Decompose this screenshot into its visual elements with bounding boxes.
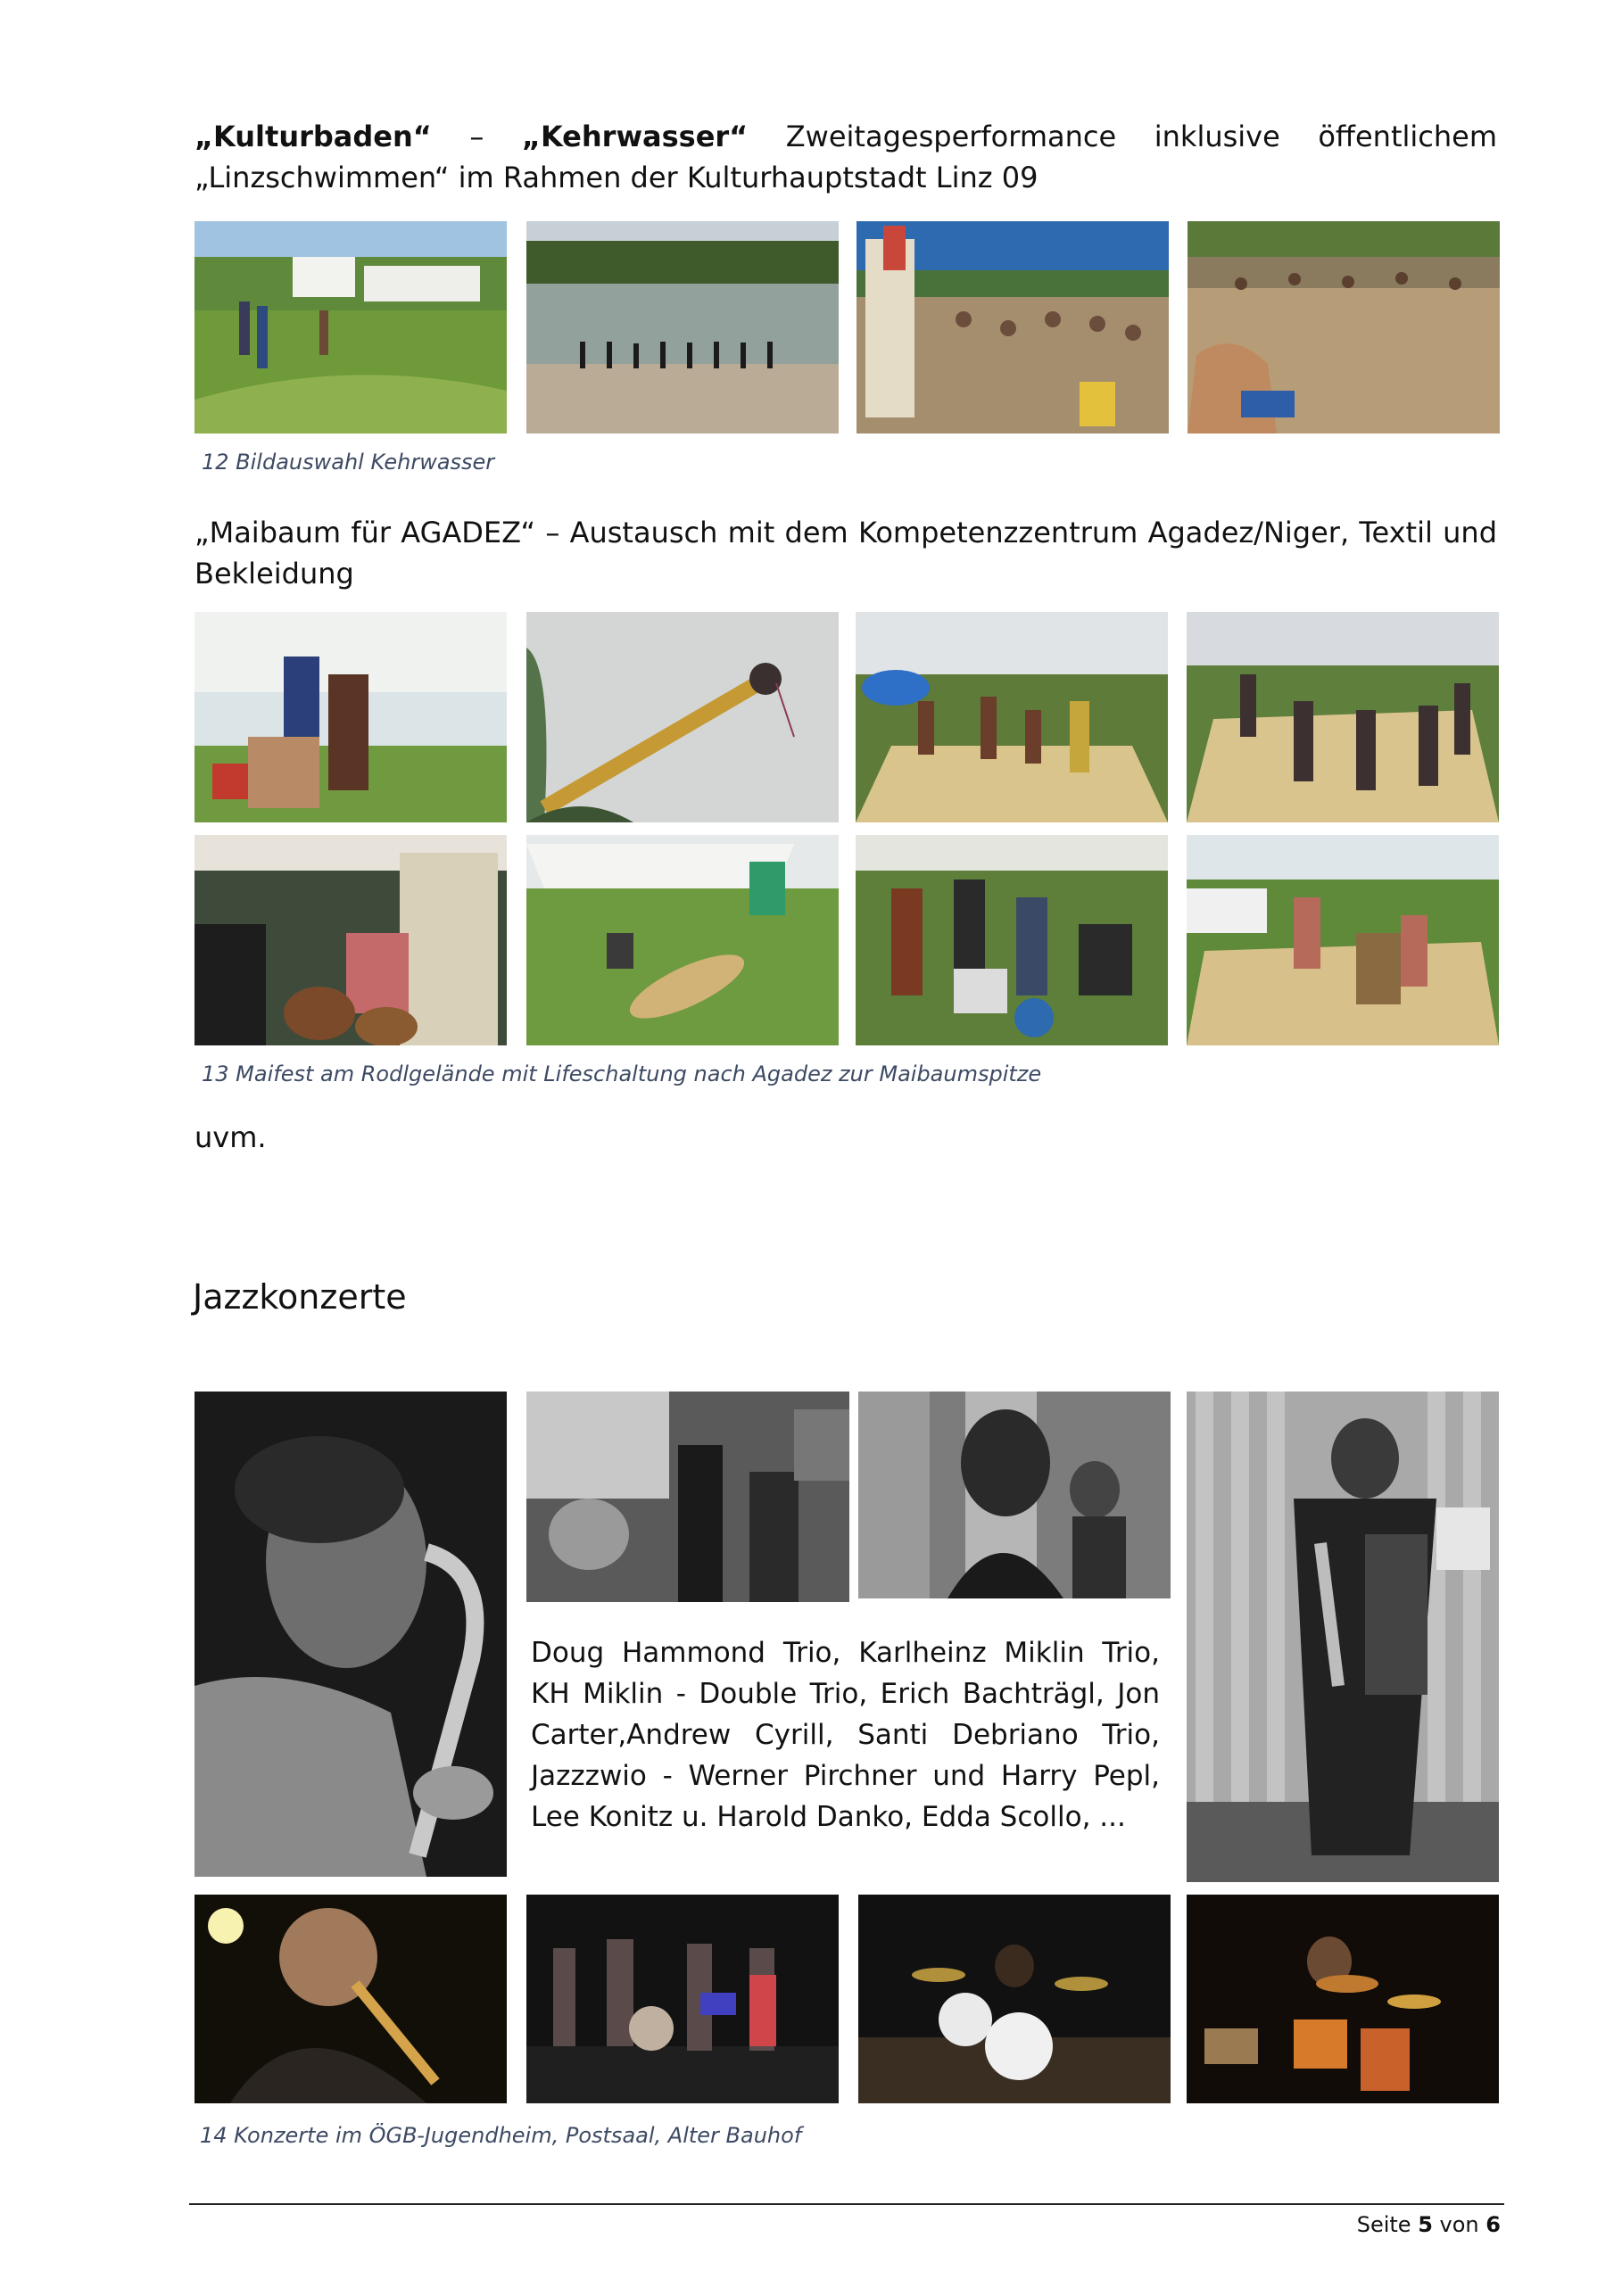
jazz-photo-drummer-1	[858, 1895, 1171, 2103]
jazz-caption: 14 Konzerte im ÖGB-Jugendheim, Postsaal, Alter Bauhof	[200, 2123, 802, 2148]
kehrwasser-title: „Kehrwasser“	[521, 120, 749, 153]
maifest-photo-5	[194, 835, 507, 1045]
jazz-photo-ensemble	[526, 1895, 839, 2103]
maifest-photo-6	[526, 835, 839, 1045]
jazz-photo-soprano-sax	[194, 1895, 507, 2103]
footer-middle: von	[1439, 2212, 1479, 2237]
maibaum-heading: „Maibaum für AGADEZ“ – Austausch mit dem Kompetenzzentrum Agadez/Niger, Textil und Bekleidung	[194, 516, 1497, 591]
maifest-photo-1	[194, 612, 507, 822]
jazz-photo-singer-bw	[858, 1392, 1171, 1598]
maifest-photo-4	[1187, 612, 1499, 822]
kehrwasser-photo-1	[194, 221, 507, 434]
footer-prefix: Seite	[1356, 2212, 1411, 2237]
footer-total-pages: 6	[1485, 2212, 1501, 2237]
kulturbaden-line-2: „Linzschwimmen“ im Rahmen der Kulturhauptstadt Linz 09	[194, 161, 1039, 194]
jazz-photo-sax-stage-bw	[1187, 1392, 1499, 1882]
kulturbaden-line-1-rest: Zweitagesperformance inklusive öffentlichem	[748, 120, 1498, 153]
kulturbaden-line-1	[194, 116, 1497, 157]
maifest-photo-7	[856, 835, 1168, 1045]
kulturbaden-heading	[194, 116, 1497, 198]
jazz-photo-band-bw	[526, 1392, 849, 1602]
kulturbaden-title: „Kulturbaden“	[194, 120, 432, 153]
maifest-photo-8	[1187, 835, 1499, 1045]
kehrwasser-photo-4	[1188, 221, 1500, 434]
jazz-photo-saxophonist-bw	[194, 1392, 507, 1877]
footer-page-number: 5	[1418, 2212, 1433, 2237]
kehrwasser-photo-2	[526, 221, 839, 434]
jazzkonzerte-heading: Jazzkonzerte	[193, 1277, 407, 1317]
kehrwasser-caption: 12 Bildauswahl Kehrwasser	[202, 450, 495, 475]
page-footer	[1357, 2212, 1501, 2237]
maifest-photo-2	[526, 612, 839, 822]
jazz-photo-drummer-2	[1187, 1895, 1499, 2103]
footer-rule	[189, 2203, 1504, 2205]
maifest-photo-3	[856, 612, 1168, 822]
jazz-artists-text: Doug Hammond Trio, Karlheinz Miklin Trio, KH Miklin - Double Trio, Erich Bachträgl, Jon Carter,Andrew Cyrill, Santi Debriano Trio, Jazzzwio - Werner Pirchner und Harry Pepl, Lee Konitz u. Harold Danko, Edda Scollo, ...	[531, 1637, 1160, 1833]
maifest-caption: 13 Maifest am Rodlgelände mit Lifeschaltung nach Agadez zur Maibaumspitze	[202, 1061, 1042, 1086]
uvm-text: uvm.	[194, 1120, 267, 1154]
kehrwasser-photo-3	[857, 221, 1169, 434]
title-separator: –	[431, 120, 522, 153]
